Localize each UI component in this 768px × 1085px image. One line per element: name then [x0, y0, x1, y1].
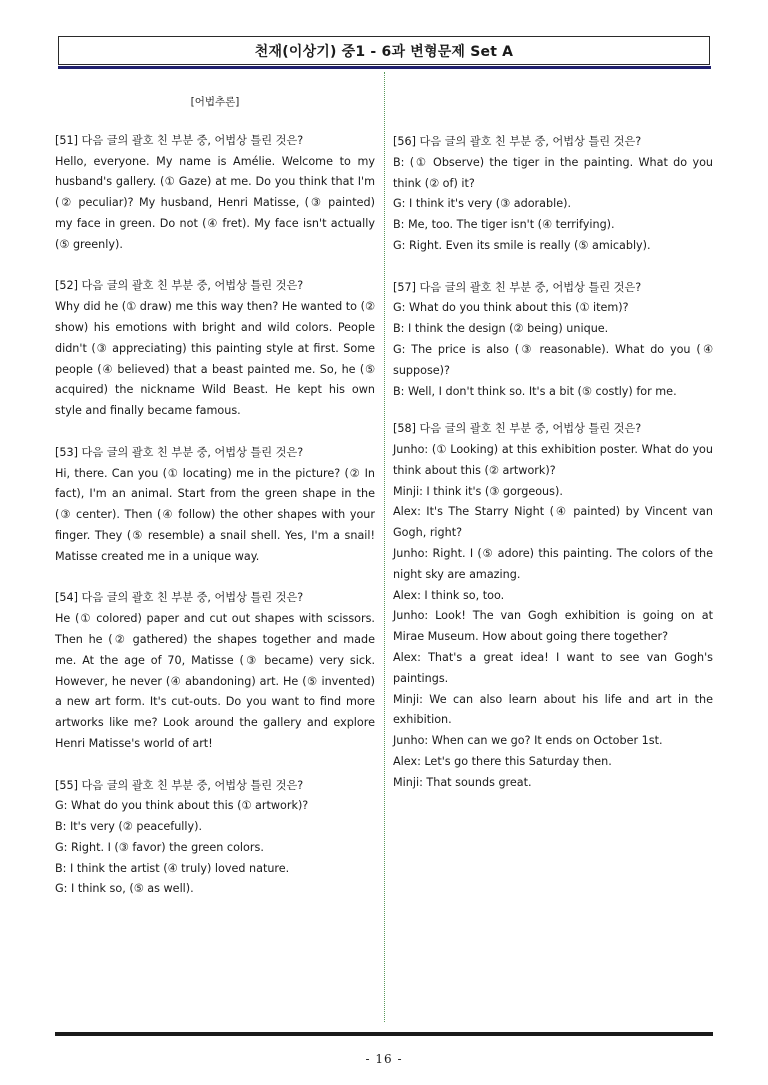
dialogue-line: G: I think so, (⑤ as well).: [55, 882, 194, 896]
dialogue-line: B: Well, I don't think so. It's a bit (⑤ costly) for me.: [393, 384, 677, 398]
question-title: [58] 다음 글의 괄호 친 부분 중, 어법상 틀린 것은?: [393, 422, 642, 436]
question-body: Hello, everyone. My name is Amélie. Welcome to my husband's gallery. (① Gaze) at me. Do you think that I'm (② peculiar)? My husband, Henri Matisse, (③ painted) my face in green. Do not (④ fret). My face isn't actually (⑤ greenly).: [55, 154, 375, 251]
dialogue-line: B: I think the design (② being) unique.: [393, 322, 609, 336]
question-54: [55, 588, 375, 754]
dialogue-line: Junho: When can we go? It ends on October 1st.: [393, 734, 663, 748]
dialogue-line: G: I think it's very (③ adorable).: [393, 197, 572, 211]
dialogue-line: Junho: Look! The van Gogh exhibition is going on at Mirae Museum. How about going there together?: [393, 609, 713, 644]
question-title: [57] 다음 글의 괄호 친 부분 중, 어법상 틀린 것은?: [393, 280, 642, 294]
column-divider: [384, 72, 385, 1022]
question-title: [51] 다음 글의 괄호 친 부분 중, 어법상 틀린 것은?: [55, 133, 304, 147]
dialogue-line: Alex: It's The Starry Night (④ painted) by Vincent van Gogh, right?: [393, 505, 713, 540]
section-label: [어법추론]: [190, 96, 240, 108]
dialogue-line: Minji: We can also learn about his life and art in the exhibition.: [393, 692, 713, 727]
question-body: Hi, there. Can you (① locating) me in the picture? (② In fact), I'm an animal. Start from the green shape in the (③ center). Then (④ follow) the other shapes with your finger. They (⑤ resemble) a snail shell. Yes, I'm a snail! Matisse created me in a unique way.: [55, 466, 375, 563]
page-title: 천재(이상기) 중1 - 6과 변형문제 Set A: [254, 44, 514, 60]
dialogue-line: G: The price is also (③ reasonable). What do you (④ suppose)?: [393, 342, 713, 377]
question-52: [55, 276, 375, 422]
dialogue-line: Alex: I think so, too.: [393, 588, 505, 602]
question-55: [55, 776, 375, 901]
question-title: [52] 다음 글의 괄호 친 부분 중, 어법상 틀린 것은?: [55, 279, 304, 293]
question-body: Why did he (① draw) me this way then? He wanted to (② show) his emotions with bright and wild colors. People didn't (③ appreciating) this painting style at first. Some people (④ believed) that a beast painted me. So, he (⑤ acquired) the nickname Wild Beast. He kept his own style and finally became famous.: [55, 300, 375, 418]
question-53: [55, 443, 375, 568]
question-title: [55] 다음 글의 괄호 친 부분 중, 어법상 틀린 것은?: [55, 778, 304, 792]
question-58: [393, 419, 713, 793]
dialogue-line: B: Me, too. The tiger isn't (④ terrifying).: [393, 218, 615, 232]
question-57: [393, 278, 713, 403]
question-title: [53] 다음 글의 괄호 친 부분 중, 어법상 틀린 것은?: [55, 445, 304, 459]
question-body: [393, 440, 713, 794]
dialogue-line: B: I think the artist (④ truly) loved nature.: [55, 861, 290, 875]
dialogue-line: Junho: (① Looking) at this exhibition poster. What do you think about this (② artwork)?: [393, 442, 713, 477]
page-number: - 16 -: [365, 1052, 403, 1066]
right-column: [393, 0, 713, 814]
question-56: [393, 132, 713, 257]
question-title: [56] 다음 글의 괄호 친 부분 중, 어법상 틀린 것은?: [393, 135, 642, 148]
dialogue-line: G: What do you think about this (① artwork)?: [55, 799, 309, 813]
question-body: He (① colored) paper and cut out shapes with scissors. Then he (② gathered) the shapes together and made me. At the age of 70, Matisse (③ became) very sick. However, he never (④ abandoning) art. He (⑤ invented) a new art form. It's cut-outs. Do you want to find more artworks like me? Look around the gallery and explore Henri Matisse's world of art!: [55, 612, 375, 750]
question-title: [54] 다음 글의 괄호 친 부분 중, 어법상 틀린 것은?: [55, 591, 304, 605]
footer-rule: [55, 1032, 713, 1036]
question-body: [393, 153, 713, 257]
dialogue-line: Minji: That sounds great.: [393, 775, 532, 789]
dialogue-line: Alex: Let's go there this Saturday then.: [393, 754, 612, 768]
dialogue-line: Junho: Right. I (⑤ adore) this painting. The colors of the night sky are amazing.: [393, 546, 713, 581]
question-51: [55, 131, 375, 256]
dialogue-line: G: What do you think about this (① item)?: [393, 301, 629, 315]
dialogue-line: G: Right. Even its smile is really (⑤ amicably).: [393, 238, 651, 252]
dialogue-line: B: It's very (② peacefully).: [55, 820, 203, 834]
question-body: [55, 796, 375, 900]
dialogue-line: Alex: That's a great idea! I want to see van Gogh's paintings.: [393, 650, 713, 685]
dialogue-line: Minji: I think it's (③ gorgeous).: [393, 484, 563, 498]
left-column: [55, 0, 375, 921]
question-body: [393, 298, 713, 402]
dialogue-line: G: Right. I (③ favor) the green colors.: [55, 840, 264, 854]
dialogue-line: B: (① Observe) the tiger in the painting. What do you think (② of) it?: [393, 155, 713, 190]
